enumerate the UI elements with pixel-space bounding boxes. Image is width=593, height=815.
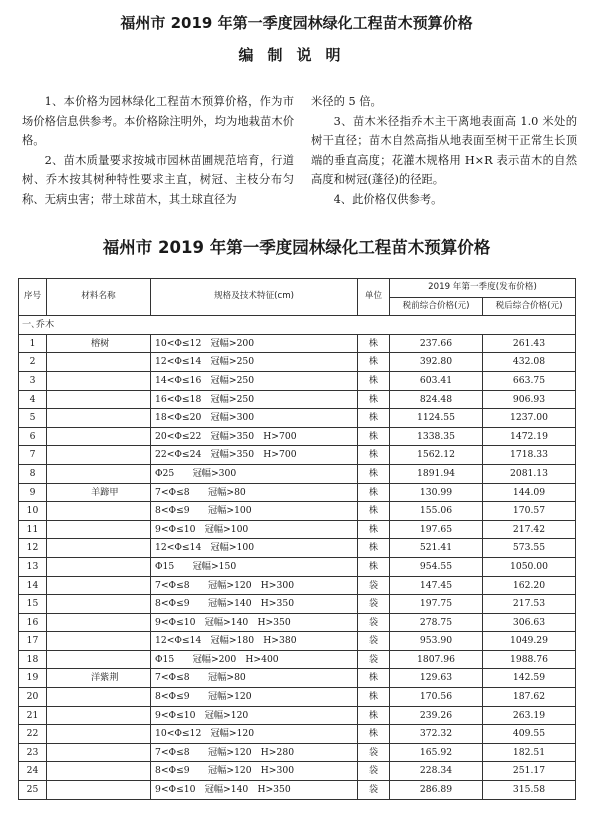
cell-unit: 株 — [358, 334, 390, 353]
cell-post-tax: 1237.00 — [483, 409, 576, 428]
table-row — [19, 520, 576, 539]
cell-unit: 株 — [358, 557, 390, 576]
cell-pre-tax: 129.63 — [390, 669, 483, 688]
cell-spec: 9<Φ≤10 冠幅>120 — [151, 706, 358, 725]
cell-seq: 19 — [19, 669, 47, 688]
table-row — [19, 390, 576, 409]
cell-seq: 15 — [19, 595, 47, 614]
cell-seq: 14 — [19, 576, 47, 595]
table-row — [19, 613, 576, 632]
cell-pre-tax: 1562.12 — [390, 446, 483, 465]
cell-seq: 25 — [19, 781, 47, 800]
cell-name — [47, 520, 151, 539]
cell-unit: 袋 — [358, 595, 390, 614]
cell-unit: 株 — [358, 371, 390, 390]
cell-pre-tax: 130.99 — [390, 483, 483, 502]
cell-name — [47, 446, 151, 465]
cell-spec: 16<Φ≤18 冠幅>250 — [151, 390, 358, 409]
cell-spec: 20<Φ≤22 冠幅>350 H>700 — [151, 427, 358, 446]
cell-post-tax: 2081.13 — [483, 464, 576, 483]
cell-post-tax: 906.93 — [483, 390, 576, 409]
cell-seq: 22 — [19, 725, 47, 744]
cell-pre-tax: 286.89 — [390, 781, 483, 800]
cell-pre-tax: 239.26 — [390, 706, 483, 725]
cell-unit: 袋 — [358, 632, 390, 651]
cell-name — [47, 464, 151, 483]
table-row — [19, 502, 576, 521]
table-row — [19, 576, 576, 595]
cell-name — [47, 781, 151, 800]
cell-pre-tax: 228.34 — [390, 762, 483, 781]
cell-spec: 8<Φ≤9 冠幅>140 H>350 — [151, 595, 358, 614]
table-row — [19, 781, 576, 800]
cell-unit: 株 — [358, 706, 390, 725]
table-row — [19, 371, 576, 390]
cell-seq: 1 — [19, 334, 47, 353]
cell-unit: 株 — [358, 520, 390, 539]
cell-pre-tax: 392.80 — [390, 353, 483, 372]
cell-post-tax: 315.58 — [483, 781, 576, 800]
cell-post-tax: 1988.76 — [483, 650, 576, 669]
cell-seq: 20 — [19, 688, 47, 707]
cell-name — [47, 557, 151, 576]
cell-unit: 株 — [358, 539, 390, 558]
note-2: 2、苗木质量要求按城市园林苗圃规范培育，行道树、乔木按其树种特性要求主直，树冠、主枝分布匀称、无病虫害；带土球苗木，其土球直径为 — [22, 153, 294, 206]
header-unit: 单位 — [358, 279, 390, 316]
cell-name — [47, 743, 151, 762]
cell-spec: 9<Φ≤10 冠幅>140 H>350 — [151, 781, 358, 800]
cell-pre-tax: 197.65 — [390, 520, 483, 539]
cell-seq: 7 — [19, 446, 47, 465]
note-4: 4、此价格仅供参考。 — [333, 192, 443, 206]
cell-unit: 株 — [358, 725, 390, 744]
cell-post-tax: 1472.19 — [483, 427, 576, 446]
cell-seq: 17 — [19, 632, 47, 651]
table-body — [19, 316, 576, 799]
header-name: 材料名称 — [47, 279, 151, 316]
table-row — [19, 632, 576, 651]
cell-spec: Φ15 冠幅>150 — [151, 557, 358, 576]
cell-name: 洋紫荆 — [47, 669, 151, 688]
cell-unit: 袋 — [358, 743, 390, 762]
cell-spec: 10<Φ≤12 冠幅>200 — [151, 334, 358, 353]
cell-name — [47, 409, 151, 428]
cell-pre-tax: 954.55 — [390, 557, 483, 576]
cell-unit: 袋 — [358, 650, 390, 669]
cell-seq: 18 — [19, 650, 47, 669]
cell-pre-tax: 953.90 — [390, 632, 483, 651]
cell-spec: 10<Φ≤12 冠幅>120 — [151, 725, 358, 744]
cell-post-tax: 170.57 — [483, 502, 576, 521]
table-title: 福州市 2019 年第一季度园林绿化工程苗木预算价格 — [102, 238, 491, 257]
cell-spec: 12<Φ≤14 冠幅>180 H>380 — [151, 632, 358, 651]
cell-post-tax: 1050.00 — [483, 557, 576, 576]
cell-spec: 12<Φ≤14 冠幅>100 — [151, 539, 358, 558]
cell-post-tax: 263.19 — [483, 706, 576, 725]
table-row — [19, 688, 576, 707]
table-row — [19, 725, 576, 744]
cell-seq: 11 — [19, 520, 47, 539]
cell-post-tax: 573.55 — [483, 539, 576, 558]
table-row — [19, 539, 576, 558]
cell-name — [47, 502, 151, 521]
cell-spec: Φ15 冠幅>200 H>400 — [151, 650, 358, 669]
table-row — [19, 669, 576, 688]
cell-name — [47, 539, 151, 558]
cell-name — [47, 390, 151, 409]
cell-seq: 8 — [19, 464, 47, 483]
cell-seq: 3 — [19, 371, 47, 390]
cell-unit: 株 — [358, 353, 390, 372]
cell-unit: 株 — [358, 409, 390, 428]
cell-pre-tax: 278.75 — [390, 613, 483, 632]
cell-spec: 18<Φ≤20 冠幅>300 — [151, 409, 358, 428]
cell-pre-tax: 165.92 — [390, 743, 483, 762]
cell-spec: 7<Φ≤8 冠幅>80 — [151, 483, 358, 502]
table-row — [19, 762, 576, 781]
cell-post-tax: 217.53 — [483, 595, 576, 614]
cell-name — [47, 688, 151, 707]
cell-pre-tax: 1891.94 — [390, 464, 483, 483]
cell-unit: 袋 — [358, 762, 390, 781]
cell-pre-tax: 521.41 — [390, 539, 483, 558]
cell-spec: 8<Φ≤9 冠幅>120 — [151, 688, 358, 707]
cell-spec: 9<Φ≤10 冠幅>100 — [151, 520, 358, 539]
cell-seq: 16 — [19, 613, 47, 632]
cell-post-tax: 182.51 — [483, 743, 576, 762]
cell-name: 羊蹄甲 — [47, 483, 151, 502]
notes-right-column — [311, 92, 577, 210]
cell-post-tax: 306.63 — [483, 613, 576, 632]
cell-pre-tax: 197.75 — [390, 595, 483, 614]
table-row — [19, 464, 576, 483]
cell-post-tax: 251.17 — [483, 762, 576, 781]
table-row — [19, 743, 576, 762]
cell-name — [47, 650, 151, 669]
cell-post-tax: 663.75 — [483, 371, 576, 390]
cell-spec: 9<Φ≤10 冠幅>140 H>350 — [151, 613, 358, 632]
cell-unit: 袋 — [358, 781, 390, 800]
cell-pre-tax: 1807.96 — [390, 650, 483, 669]
cell-pre-tax: 1338.35 — [390, 427, 483, 446]
header-post-tax: 税后综合价格(元) — [483, 297, 576, 316]
cell-pre-tax: 170.56 — [390, 688, 483, 707]
cell-seq: 24 — [19, 762, 47, 781]
cell-unit: 株 — [358, 483, 390, 502]
cell-spec: 12<Φ≤14 冠幅>250 — [151, 353, 358, 372]
cell-name — [47, 371, 151, 390]
cell-name — [47, 576, 151, 595]
cell-unit: 株 — [358, 464, 390, 483]
cell-post-tax: 217.42 — [483, 520, 576, 539]
cell-seq: 23 — [19, 743, 47, 762]
cell-name — [47, 706, 151, 725]
cell-seq: 4 — [19, 390, 47, 409]
price-table — [18, 278, 576, 800]
cell-post-tax: 432.08 — [483, 353, 576, 372]
cell-post-tax: 1049.29 — [483, 632, 576, 651]
cell-name — [47, 427, 151, 446]
table-row — [19, 650, 576, 669]
cell-spec: 14<Φ≤16 冠幅>250 — [151, 371, 358, 390]
cell-name — [47, 632, 151, 651]
note-2-continued: 米径的 5 倍。 — [311, 95, 382, 108]
header-price-group: 2019 年第一季度(发布价格) — [390, 279, 576, 298]
cell-seq: 21 — [19, 706, 47, 725]
document-title: 福州市 2019 年第一季度园林绿化工程苗木预算价格 — [120, 14, 473, 32]
table-row — [19, 427, 576, 446]
cell-post-tax: 187.62 — [483, 688, 576, 707]
cell-spec: Φ25 冠幅>300 — [151, 464, 358, 483]
cell-pre-tax: 237.66 — [390, 334, 483, 353]
cell-unit: 株 — [358, 446, 390, 465]
cell-pre-tax: 155.06 — [390, 502, 483, 521]
cell-spec: 7<Φ≤8 冠幅>120 H>300 — [151, 576, 358, 595]
header-spec: 规格及技术特征(cm) — [151, 279, 358, 316]
note-1: 1、本价格为园林绿化工程苗木预算价格，作为市场价格信息供参考。本价格除注明外，均为地栽苗木价格。 — [22, 95, 294, 148]
cell-post-tax: 144.09 — [483, 483, 576, 502]
cell-post-tax: 409.55 — [483, 725, 576, 744]
cell-spec: 7<Φ≤8 冠幅>120 H>280 — [151, 743, 358, 762]
cell-unit: 袋 — [358, 576, 390, 595]
cell-seq: 12 — [19, 539, 47, 558]
table-row — [19, 483, 576, 502]
cell-pre-tax: 824.48 — [390, 390, 483, 409]
table-row — [19, 557, 576, 576]
header-seq: 序号 — [19, 279, 47, 316]
cell-seq: 5 — [19, 409, 47, 428]
cell-seq: 2 — [19, 353, 47, 372]
cell-unit: 株 — [358, 502, 390, 521]
cell-name: 榕树 — [47, 334, 151, 353]
cell-name — [47, 762, 151, 781]
table-row — [19, 409, 576, 428]
table-row — [19, 446, 576, 465]
cell-pre-tax: 1124.55 — [390, 409, 483, 428]
cell-post-tax: 142.59 — [483, 669, 576, 688]
table-row — [19, 353, 576, 372]
table-row — [19, 595, 576, 614]
cell-spec: 8<Φ≤9 冠幅>120 H>300 — [151, 762, 358, 781]
note-3: 3、苗木米径指乔木主干离地表面高 1.0 米处的树干直径；苗木自然高指从地表面至树干正常生长顶端的垂直高度；花灌木规格用 H×R 表示苗木的自然高度和树冠(蓬径)的径距。 — [311, 114, 577, 187]
cell-unit: 株 — [358, 427, 390, 446]
table-row — [19, 706, 576, 725]
cell-name — [47, 725, 151, 744]
cell-pre-tax: 603.41 — [390, 371, 483, 390]
cell-name — [47, 595, 151, 614]
section-label: 一､乔木 — [19, 316, 576, 335]
cell-spec: 22<Φ≤24 冠幅>350 H>700 — [151, 446, 358, 465]
cell-seq: 13 — [19, 557, 47, 576]
section-row — [19, 316, 576, 335]
table-row — [19, 334, 576, 353]
cell-spec: 7<Φ≤8 冠幅>80 — [151, 669, 358, 688]
cell-seq: 9 — [19, 483, 47, 502]
cell-post-tax: 1718.33 — [483, 446, 576, 465]
cell-unit: 株 — [358, 669, 390, 688]
cell-post-tax: 261.43 — [483, 334, 576, 353]
cell-seq: 10 — [19, 502, 47, 521]
document-subtitle: 编制说明 — [238, 46, 355, 64]
notes-left-column — [22, 92, 294, 210]
cell-unit: 株 — [358, 390, 390, 409]
header-pre-tax: 税前综合价格(元) — [390, 297, 483, 316]
cell-pre-tax: 372.32 — [390, 725, 483, 744]
cell-pre-tax: 147.45 — [390, 576, 483, 595]
cell-seq: 6 — [19, 427, 47, 446]
cell-name — [47, 613, 151, 632]
cell-unit: 袋 — [358, 613, 390, 632]
cell-name — [47, 353, 151, 372]
cell-spec: 8<Φ≤9 冠幅>100 — [151, 502, 358, 521]
cell-post-tax: 162.20 — [483, 576, 576, 595]
cell-unit: 株 — [358, 688, 390, 707]
